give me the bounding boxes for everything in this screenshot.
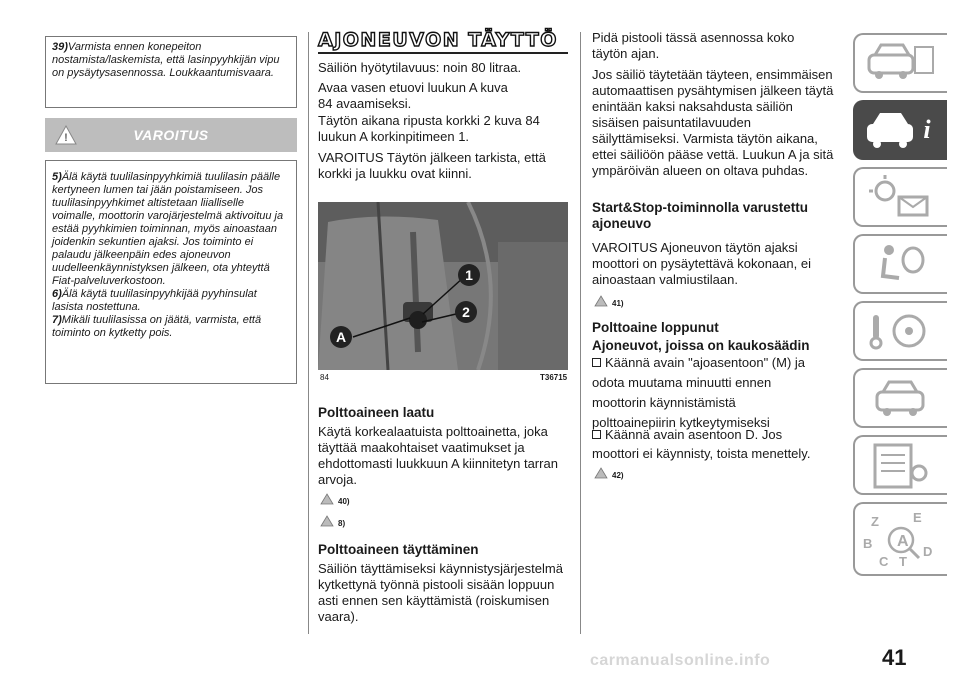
svg-text:i: i [923, 115, 931, 144]
footer-watermark: carmanualsonline.info [590, 652, 771, 669]
ref-42: 42) [612, 471, 624, 480]
callout-1 [458, 264, 480, 286]
fuel-quality-paragraph: Käytä korkealaatuista polttoainetta, joka täyttää maakohtaiset vaatimukset ja ehdottomasti luukkuun A kiinnitetyn tarran arvoja. [318, 424, 558, 487]
hold-nozzle-paragraph: Pidä pistooli tässä asennossa koko täytön ajan. [592, 30, 795, 61]
note-39-text: Varmista ennen konepeiton nostamista/laskemista, että lasinpyyhkijän vipu on pysäytysasennossa. Loukkaantumisvaara. [52, 41, 280, 79]
car-front-icon [855, 370, 945, 426]
title-rule [318, 52, 568, 54]
ref-40: 40) [338, 497, 350, 506]
index-letter-t: T [899, 554, 907, 569]
warning-5-number: 5) [52, 171, 62, 183]
airbag-seat-icon [855, 236, 945, 292]
startstop-paragraph: VAROITUS Ajoneuvon täytön ajaksi moottori on pysäytettävä kokonaan, ei ainoastaan valmiustilaan. [592, 240, 811, 287]
tab-service-list[interactable] [853, 435, 947, 495]
warning-7-text: Mikäli tuulilasissa on jäätä, varmista, että toiminto on kytketty pois. [52, 314, 262, 339]
warning-6-number: 6) [52, 288, 62, 300]
note-39-box [45, 36, 297, 108]
fuel-quality-heading: Polttoaineen laatu [318, 405, 435, 420]
page-number: 41 [882, 645, 907, 670]
warning-triangle-icon [55, 124, 77, 151]
figure-code: T36715 [540, 373, 568, 382]
tab-car-dashboard[interactable] [853, 33, 947, 93]
bullet-2-line-1: Käännä avain asentoon D. Jos [605, 427, 783, 442]
callout-2-label: 2 [462, 304, 470, 320]
bullet-2-line-2: moottori ei käynnisty, toista menettely. [592, 446, 811, 461]
figure-number: 84 [320, 373, 329, 382]
startstop-heading: Start&Stop-toiminnolla varustettu ajoneuvo [592, 200, 809, 231]
warning-box [45, 160, 297, 384]
warning-ref-icon-41 [594, 294, 608, 312]
bullet-1 [592, 355, 842, 371]
lights-mail-icon [855, 169, 945, 225]
remote-vehicles-heading: Ajoneuvot, joissa on kaukosäädin [592, 338, 810, 353]
callout-a [330, 326, 352, 348]
warning-title: VAROITUS [133, 127, 209, 143]
warning-ref-icon-42 [594, 466, 608, 484]
index-letter-a: A [897, 533, 909, 550]
tab-steering-key[interactable] [853, 301, 947, 361]
open-flap-paragraph: Avaa vasen etuovi luukun A kuva 84 avaamiseksi. [318, 80, 508, 111]
capacity-paragraph: Säiliön hyötytilavuus: noin 80 litraa. [318, 60, 522, 75]
svg-text:!: ! [64, 132, 68, 144]
warning-5-text: Älä käytä tuulilasinpyyhkimiä tuulilasin päälle kertyneen lumen tai jään poistamiseen. Jos tuulilasinpyyhkimet altistetaan liialliselle voimalle, moottorin varojärjestelmä aktivoituu ja estää pyyhkimien toiminnan, myös ainoastaan joidenkin sekuntien ajaksi. Jos toiminto ei palaudu jälkeenpäin edes ajoneuvon uudelleenkäynnistyksen jälkeen, ota yhteyttä Fiat-palveluverkostoon. [52, 171, 284, 287]
index-letters-icon [855, 504, 945, 574]
ref-8: 8) [338, 519, 346, 528]
warning-ref-icon-8 [320, 514, 334, 532]
index-letter-b: B [863, 536, 873, 551]
filling-heading: Polttoaineen täyttäminen [318, 542, 479, 557]
out-of-fuel-heading: Polttoaine loppunut [592, 320, 719, 335]
index-letter-z: Z [871, 514, 879, 529]
warning-ref-icon-40 [320, 492, 334, 510]
ref-41: 41) [612, 299, 624, 308]
tab-lights-mail[interactable] [853, 167, 947, 227]
index-letter-d: D [923, 544, 933, 559]
warning-6-text: Älä käytä tuulilasinpyyhkijää pyyhinsulat lasista nostettuna. [52, 288, 257, 313]
check-cap-paragraph: VAROITUS Täytön jälkeen tarkista, että korkki ja luukku ovat kiinni. [318, 150, 546, 181]
column-divider-right [580, 32, 581, 634]
fill-full-paragraph: Jos säiliö täytetään täyteen, ensimmäisen automaattisen pysähtymisen jälkeen täytä enintään kaksi naksahdusta säiliön sisäisen paisuntatilavuuden säilyttämiseksi. Varmista täytön aikana, ettei säiliöön pääse vettä. Luukun A ja sitä ympäröivän alueen on oltava puhdas. [592, 67, 834, 178]
tab-car-info[interactable] [853, 100, 947, 160]
filling-paragraph: Säiliön täyttämiseksi käynnistysjärjestelmä kytkettynä työnnä pistooli sisään loppuun asti ennen sen käyttämistä (roiskumisen vaara). [318, 561, 563, 624]
car-dashboard-icon [855, 35, 945, 91]
steering-key-icon [855, 303, 945, 359]
bullet-1-line-1: Käännä avain "ajoasentoon" (M) ja [605, 355, 806, 370]
car-info-icon [855, 102, 945, 158]
warning-7-number: 7) [52, 314, 62, 326]
index-letter-e: E [913, 510, 922, 525]
bullet-1-line-2: odota muutama minuutti ennen [592, 375, 772, 390]
bullet-2 [592, 427, 842, 443]
bullet-1-box-icon [592, 358, 601, 367]
fuel-flap-illustration [318, 202, 568, 370]
tab-car-front[interactable] [853, 368, 947, 428]
hang-cap-paragraph: Täytön aikana ripusta korkki 2 kuva 84 luukun A korkinpitimeen 1. [318, 113, 540, 144]
column-divider-left [308, 32, 309, 634]
note-39-number: 39) [52, 41, 68, 53]
callout-2 [455, 301, 477, 323]
callout-a-label: A [335, 329, 347, 345]
fuel-flap-figure [318, 202, 568, 370]
bullet-1-line-4: polttoainepiirin kytkeytymiseksi [592, 415, 770, 430]
warning-header [45, 118, 297, 152]
index-letter-c: C [879, 554, 889, 569]
callout-1-label: 1 [465, 267, 473, 283]
service-list-icon [855, 437, 945, 493]
tab-airbag-seat[interactable] [853, 234, 947, 294]
bullet-1-line-3: moottorin käynnistämistä [592, 395, 736, 410]
page-title: AJONEUVON TÄYTTÖ [318, 29, 558, 51]
tab-index[interactable] [853, 502, 947, 576]
bullet-2-box-icon [592, 430, 601, 439]
